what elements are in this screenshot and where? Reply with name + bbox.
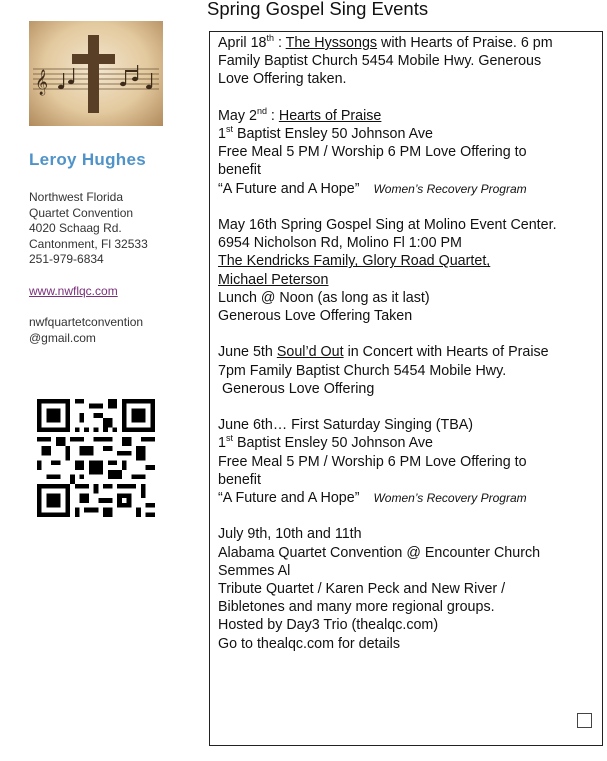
performer-link: Hearts of Praise bbox=[278, 107, 382, 124]
event-text: Generous Love Offering Taken bbox=[218, 308, 413, 325]
event-text: Free Meal 5 PM / Worship 6 PM Love Offering to bbox=[218, 144, 527, 161]
contact-address bbox=[29, 190, 148, 268]
event-text: Baptist Ensley 50 Johnson Ave bbox=[232, 126, 433, 142]
event-text: 1 bbox=[218, 435, 226, 452]
event-item bbox=[218, 525, 598, 652]
event-text: May 16th Spring Gospel Sing at Molino Event Center. bbox=[218, 217, 557, 233]
email-line: nwfquartetconvention bbox=[29, 315, 144, 329]
address-line: Cantonment, Fl 32533 bbox=[29, 236, 148, 251]
event-text: 7pm Family Baptist Church 5454 Mobile Hwy. bbox=[218, 362, 507, 379]
phone-number: 251-979-6834 bbox=[29, 252, 104, 266]
event-text: in Concert with Hearts of Praise bbox=[343, 344, 549, 361]
address-line: 4020 Schaag Rd. bbox=[29, 221, 122, 235]
event-date: May 2 bbox=[218, 107, 257, 124]
event-text: July 9th, 10th and 11th bbox=[218, 526, 362, 543]
performer-link: Soul’d Out bbox=[276, 344, 344, 361]
performer-link: The Kendricks Family, Glory Road Quartet, bbox=[218, 253, 491, 270]
ordinal-suffix: st bbox=[225, 433, 233, 444]
event-quote: “A Future and A Hope” bbox=[218, 490, 360, 507]
event-text: 1 bbox=[218, 126, 226, 142]
svg-text:𝄞: 𝄞 bbox=[35, 70, 49, 95]
performer-link: Michael Peterson bbox=[218, 271, 329, 288]
checkbox[interactable] bbox=[577, 713, 592, 728]
email-address bbox=[29, 315, 143, 346]
address-line: Quartet Convention bbox=[29, 205, 134, 220]
event-text: with Hearts of Praise. 6 pm bbox=[377, 35, 553, 51]
event-text: Family Baptist Church 5454 Mobile Hwy. Generous bbox=[218, 53, 542, 70]
cross-music-notes-image bbox=[29, 21, 163, 126]
event-text: Tribute Quartet / Karen Peck and New River / bbox=[218, 581, 506, 598]
event-text: Baptist Ensley 50 Johnson Ave bbox=[232, 435, 433, 452]
website-link[interactable]: www.nwflqc.com bbox=[29, 284, 118, 298]
event-item bbox=[218, 416, 598, 507]
contact-name: Leroy Hughes bbox=[29, 150, 146, 169]
event-item bbox=[218, 216, 598, 325]
event-text: Alabama Quartet Convention @ Encounter Church bbox=[218, 544, 541, 561]
event-date: April 18 bbox=[218, 35, 267, 51]
event-item bbox=[218, 343, 598, 398]
event-text: benefit bbox=[218, 471, 261, 488]
email-line: @gmail.com bbox=[29, 330, 96, 345]
ordinal-suffix: st bbox=[225, 124, 233, 135]
separator: : bbox=[274, 35, 286, 51]
separator: : bbox=[266, 107, 279, 124]
event-text: Free Meal 5 PM / Worship 6 PM Love Offering to bbox=[218, 453, 527, 470]
event-item bbox=[218, 34, 598, 89]
program-name: Women’s Recovery Program bbox=[373, 491, 527, 506]
event-item bbox=[218, 107, 598, 198]
event-text: Love Offering taken. bbox=[218, 71, 347, 88]
page-title: Spring Gospel Sing Events bbox=[207, 0, 429, 19]
event-text: Semmes Al bbox=[218, 562, 291, 579]
event-text: benefit bbox=[218, 162, 261, 179]
performer-link: The Hyssongs bbox=[285, 35, 378, 51]
event-text: June 6th… First Saturday Singing (TBA) bbox=[218, 417, 474, 434]
events-list bbox=[218, 34, 598, 671]
date-suffix: th bbox=[266, 33, 274, 44]
event-text: Lunch @ Noon (as long as it last) bbox=[218, 289, 430, 306]
address-line: Northwest Florida bbox=[29, 190, 124, 204]
event-text: Generous Love Offering bbox=[218, 380, 375, 397]
event-text: Hosted by Day3 Trio (thealqc.com) bbox=[218, 617, 439, 634]
event-text: Go to thealqc.com for details bbox=[218, 635, 400, 652]
event-date: June 5th bbox=[218, 344, 277, 361]
event-text: 6954 Nicholson Rd, Molino Fl 1:00 PM bbox=[218, 235, 462, 252]
date-suffix: nd bbox=[256, 106, 267, 117]
event-quote: “A Future and A Hope” bbox=[218, 180, 360, 197]
qr-code-icon bbox=[37, 399, 155, 517]
program-name: Women’s Recovery Program bbox=[373, 181, 527, 196]
event-text: Bibletones and many more regional groups. bbox=[218, 599, 495, 616]
